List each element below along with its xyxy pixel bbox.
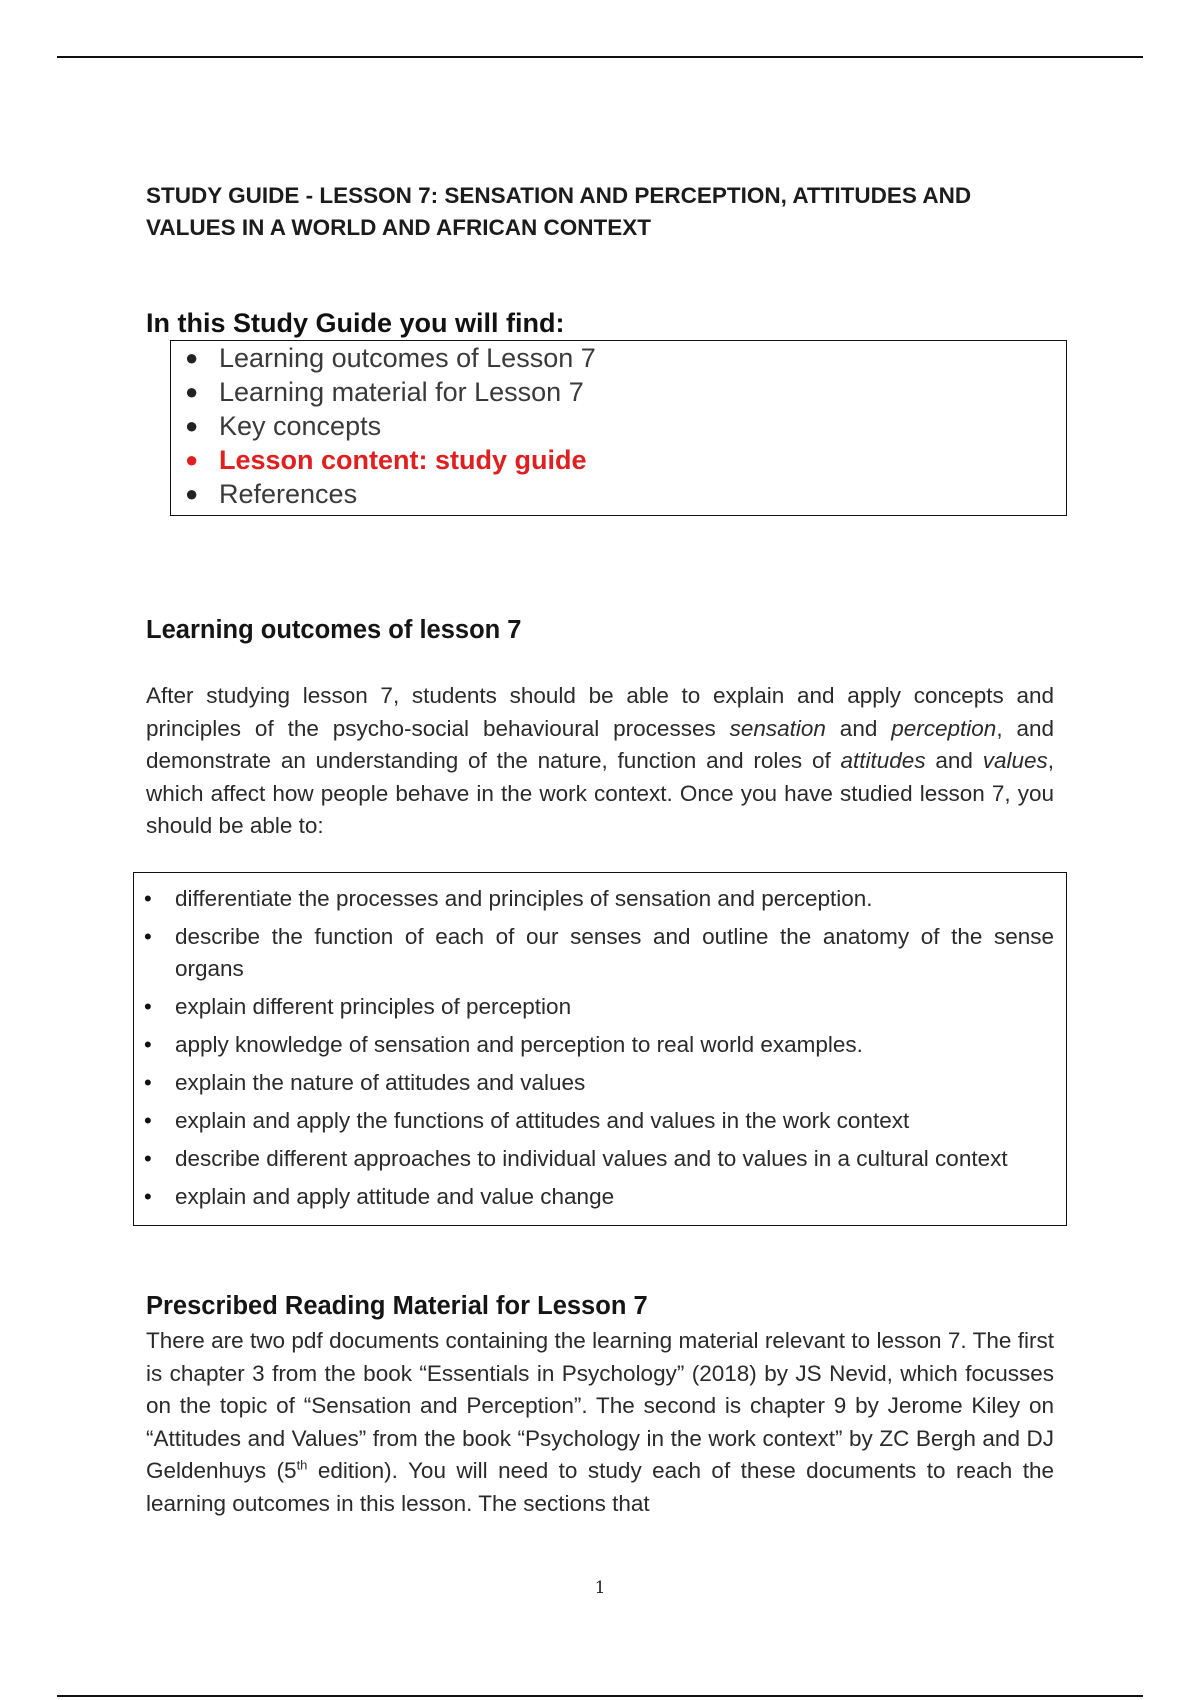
outcome-item: • describe the function of each of our senses and outline the anatomy of the sense organs <box>134 921 1054 985</box>
outcome-item: • explain different principles of perception <box>134 991 1054 1023</box>
bullet-icon: ● <box>185 379 199 404</box>
contents-item-learning-material: ● Learning material for Lesson 7 <box>185 377 584 407</box>
page-number: 1 <box>594 1578 606 1598</box>
find-section-heading: In this Study Guide you will find: <box>146 308 565 338</box>
bullet-icon: • <box>144 1070 152 1095</box>
contents-item-key-concepts: ● Key concepts <box>185 411 382 441</box>
outcomes-heading: Learning outcomes of lesson 7 <box>146 616 522 644</box>
contents-item-references: ● References <box>185 479 358 509</box>
contents-item-lesson-content: ● Lesson content: study guide <box>185 445 587 475</box>
bullet-icon: ● <box>185 345 199 370</box>
bullet-icon: • <box>144 1184 152 1209</box>
bullet-icon: ● <box>185 447 199 472</box>
bullet-icon: • <box>144 1032 152 1057</box>
bullet-icon: • <box>144 994 152 1019</box>
bullet-icon: • <box>144 924 152 949</box>
reading-paragraph: There are two pdf documents containing the learning material relevant to lesson 7. The first is chapter 3 from the book “Essentials in Psychology” (2018) by JS Nevid, which focusses on the topic of “Sensation and Perception”. The second is chapter 9 by Jerome Kiley on “Attitudes and Values” from the book “Psychology in the work context” by ZC Bergh and DJ Geldenhuys (5th edition). You will need to study each of these documents to reach the learning outcomes in this lesson. The sections that <box>146 1328 1054 1516</box>
bullet-icon: • <box>144 1108 152 1133</box>
reading-heading: Prescribed Reading Material for Lesson 7 <box>146 1292 648 1320</box>
outcomes-intro-paragraph: After studying lesson 7, students should be able to explain and apply concepts and principles of the psycho-social behavioural processes sensation and perception, and demonstrate an understanding of the nature, function and roles of attitudes and values, which affect how people behave in the work context. Once you have studied lesson 7, you should be able to: <box>146 683 1055 838</box>
outcome-item: • describe different approaches to individual values and to values in a cultural context <box>134 1143 1054 1175</box>
contents-box <box>170 340 1067 516</box>
outcome-item: • apply knowledge of sensation and perception to real world examples. <box>134 1029 1054 1061</box>
outcome-item: • explain and apply the functions of attitudes and values in the work context <box>134 1105 1054 1137</box>
contents-item-learning-outcomes: ● Learning outcomes of Lesson 7 <box>185 343 596 373</box>
bullet-icon: • <box>144 886 152 911</box>
outcome-item: • explain the nature of attitudes and values <box>134 1067 1054 1099</box>
bullet-icon: ● <box>185 413 199 438</box>
outcome-item: • differentiate the processes and principles of sensation and perception. <box>134 883 1054 915</box>
bullet-icon: • <box>144 1146 152 1171</box>
bullet-icon: ● <box>185 481 199 506</box>
outcomes-list-box <box>133 872 1067 1226</box>
document-title: STUDY GUIDE - LESSON 7: SENSATION AND PERCEPTION, ATTITUDES AND VALUES IN A WORLD AND AFRICAN CONTEXT <box>146 183 972 240</box>
footer-rule <box>57 1695 1143 1697</box>
outcome-item: • explain and apply attitude and value change <box>134 1181 1054 1213</box>
header-rule <box>57 56 1143 58</box>
